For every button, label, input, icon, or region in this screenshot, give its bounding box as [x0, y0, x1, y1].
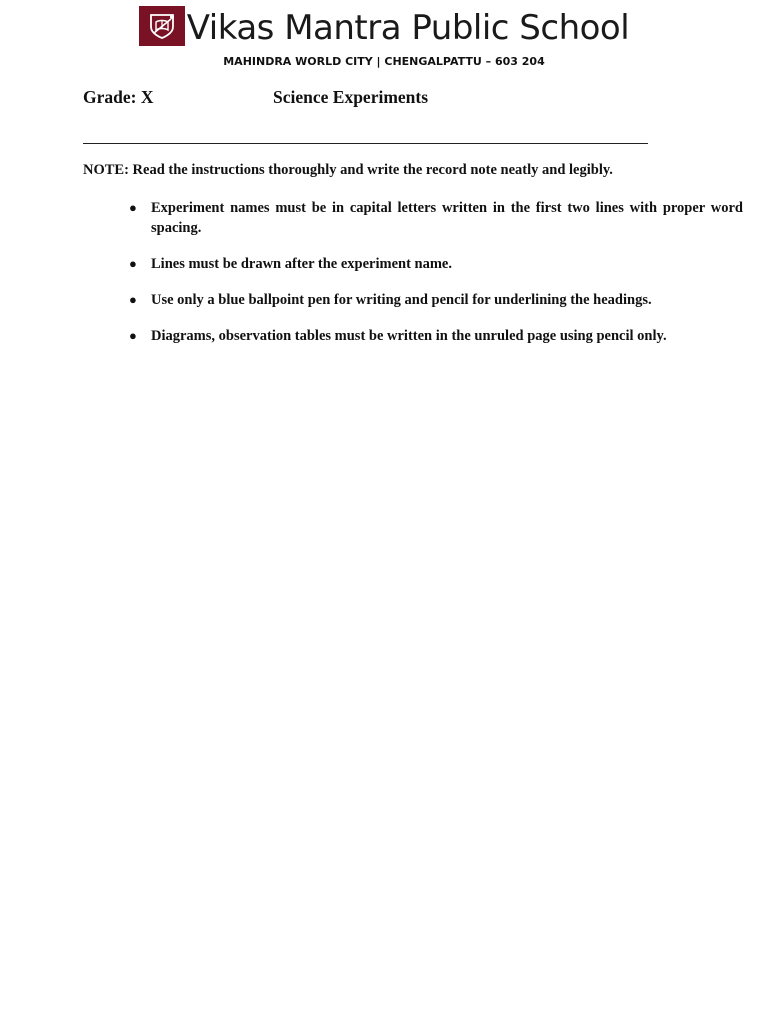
- subject-title: Science Experiments: [273, 87, 429, 107]
- instruction-text: Lines must be drawn after the experiment name.: [151, 256, 452, 272]
- divider-line: [83, 143, 648, 144]
- bullet-icon: ●: [129, 200, 137, 215]
- school-logo: [139, 6, 185, 46]
- list-item: [0, 198, 743, 234]
- instruction-text: Diagrams, observation tables must be written in the unruled page using pencil only.: [151, 328, 667, 344]
- bullet-icon: ●: [129, 256, 137, 271]
- note-text: NOTE: Read the instructions thoroughly and write the record note neatly and legibly.: [83, 162, 613, 178]
- list-item: [0, 254, 743, 274]
- letterhead: [0, 6, 768, 50]
- bullet-icon: ●: [129, 328, 137, 343]
- grade-label: Grade: X: [83, 87, 154, 107]
- title-row: [83, 87, 683, 111]
- school-address: MAHINDRA WORLD CITY | CHENGALPATTU – 603 204: [223, 55, 545, 68]
- list-item: [0, 326, 743, 346]
- instruction-text: Use only a blue ballpoint pen for writing and pencil for underlining the headings.: [151, 292, 652, 308]
- school-crest-icon: [145, 11, 179, 41]
- instruction-text: Experiment names must be in capital letters written in the first two lines with proper word spacing.: [151, 200, 743, 236]
- bullet-icon: ●: [129, 292, 137, 307]
- list-item: [0, 290, 743, 310]
- instruction-list: [0, 198, 743, 346]
- school-name: Vikas Mantra Public School: [186, 8, 630, 48]
